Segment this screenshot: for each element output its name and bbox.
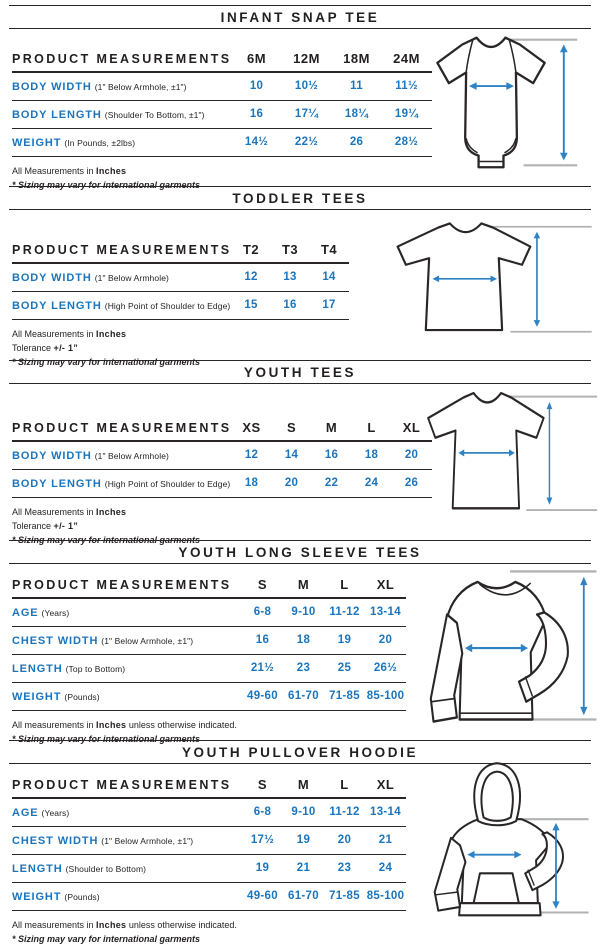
column-header-12m: 12M	[282, 49, 332, 72]
measurement-value: 26	[332, 129, 382, 157]
section-title-band	[9, 540, 591, 564]
tee-illustration-container	[418, 385, 600, 519]
row-label-cell	[12, 292, 232, 320]
measurement-value: 18	[232, 470, 272, 498]
measurement-value: 13	[271, 263, 310, 292]
measurement-value: 16	[271, 292, 310, 320]
measurement-value: 11½	[382, 72, 432, 101]
table-header-label: PRODUCT MEASUREMENTS	[12, 49, 232, 72]
measurement-value: 22	[312, 470, 352, 498]
section-title-band	[9, 360, 591, 384]
table-row	[12, 292, 349, 320]
row-note: (Pounds)	[64, 892, 100, 902]
row-note: (In Pounds, ±2lbs)	[64, 138, 136, 148]
column-header-18m: 18M	[332, 49, 382, 72]
measurement-value: 49-60	[242, 883, 283, 911]
row-note: (Years)	[41, 808, 70, 818]
row-label-cell	[12, 883, 242, 911]
measurement-value: 10½	[282, 72, 332, 101]
measurement-value: 85-100	[365, 683, 406, 711]
measurement-value: 12	[232, 263, 271, 292]
row-label: BODY WIDTH	[12, 450, 92, 462]
row-label: BODY LENGTH	[12, 109, 102, 121]
measurement-value: 16	[232, 101, 282, 129]
measurement-value: 71-85	[324, 883, 365, 911]
section-title: YOUTH TEES	[243, 365, 357, 380]
table-row	[12, 263, 349, 292]
row-note: (Shoulder to Bottom)	[65, 864, 147, 874]
row-label-cell	[12, 683, 242, 711]
measurement-value: 20	[272, 470, 312, 498]
table-header-label: PRODUCT MEASUREMENTS	[12, 775, 242, 798]
row-label-cell	[12, 827, 242, 855]
column-header-t3: T3	[271, 240, 310, 263]
row-label-cell	[12, 627, 242, 655]
measurement-value: 17	[310, 292, 349, 320]
row-label: BODY WIDTH	[12, 81, 92, 93]
row-note: (1" Below Armhole, ±1")	[94, 82, 187, 92]
measurement-value: 11-12	[324, 598, 365, 627]
row-label: CHEST WIDTH	[12, 635, 99, 647]
table-row	[12, 470, 432, 498]
column-header-l: L	[324, 575, 365, 598]
row-label-cell	[12, 598, 242, 627]
table-row	[12, 72, 432, 101]
measurement-value: 9-10	[283, 798, 324, 827]
table-row	[12, 683, 406, 711]
section-infant-snap-tee	[0, 5, 600, 190]
column-header-s: S	[242, 775, 283, 798]
measurement-value: 24	[365, 855, 406, 883]
table-header-row	[12, 775, 406, 798]
row-label-cell	[12, 72, 232, 101]
row-label-cell	[12, 655, 242, 683]
measurement-value: 18	[352, 441, 392, 470]
measurement-value: 6-8	[242, 798, 283, 827]
measurement-value: 10	[232, 72, 282, 101]
measurements-table	[12, 575, 406, 711]
table-header-row	[12, 575, 406, 598]
measurement-value: 13-14	[365, 798, 406, 827]
measurement-value: 19	[283, 827, 324, 855]
measurement-value: 20	[324, 827, 365, 855]
footnote-line: * Sizing may vary for international garments	[12, 535, 201, 545]
measurements-table	[12, 418, 432, 498]
measurement-value: 19	[324, 627, 365, 655]
row-note: (Shoulder To Bottom, ±1")	[104, 110, 205, 120]
footnote-line: All Measurements in Inches	[12, 166, 127, 176]
column-header-s: S	[242, 575, 283, 598]
measurement-value: 18¼	[332, 101, 382, 129]
row-label: AGE	[12, 607, 39, 619]
tee-illustration	[386, 216, 595, 340]
table-row	[12, 827, 406, 855]
hoodie-illustration	[422, 752, 594, 920]
measurement-value: 23	[324, 855, 365, 883]
section-title: YOUTH LONG SLEEVE TEES	[178, 545, 422, 560]
row-label: LENGTH	[12, 863, 63, 875]
table-row	[12, 598, 406, 627]
measurement-value: 26	[392, 470, 432, 498]
table-header-row	[12, 418, 432, 441]
footnotes	[12, 918, 600, 946]
row-note: (1" Below Armhole)	[94, 451, 169, 461]
tee-illustration-container	[386, 216, 595, 340]
row-note: (High Point of Shoulder to Edge)	[104, 301, 231, 311]
measurement-value: 11	[332, 72, 382, 101]
measurement-value: 19	[242, 855, 283, 883]
footnote-line: All measurements in Inches unless otherwise indicated.	[12, 720, 237, 730]
column-header-xl: XL	[365, 775, 406, 798]
tee-illustration	[418, 385, 600, 519]
footnote-line: Tolerance +/- 1”	[12, 343, 79, 353]
table-row	[12, 129, 432, 157]
row-label-cell	[12, 263, 232, 292]
measurement-value: 85-100	[365, 883, 406, 911]
column-header-t4: T4	[310, 240, 349, 263]
table-row	[12, 655, 406, 683]
hoodie-illustration-container	[422, 752, 594, 920]
measurement-value: 23	[283, 655, 324, 683]
section-title-band	[9, 186, 591, 210]
column-header-s: S	[272, 418, 312, 441]
section-title: YOUTH PULLOVER HOODIE	[181, 745, 419, 760]
row-label: WEIGHT	[12, 691, 62, 703]
measurement-value: 61-70	[283, 683, 324, 711]
measurement-value: 13-14	[365, 598, 406, 627]
row-note: (High Point of Shoulder to Edge)	[104, 479, 231, 489]
measurement-value: 26½	[365, 655, 406, 683]
measurements-table	[12, 240, 349, 320]
longsleeve-illustration-container	[420, 562, 600, 730]
column-header-m: M	[283, 575, 324, 598]
table-row	[12, 101, 432, 129]
footnote-line: Tolerance +/- 1”	[12, 521, 79, 531]
row-note: (Top to Bottom)	[65, 664, 126, 674]
row-label: BODY LENGTH	[12, 478, 102, 490]
row-label: WEIGHT	[12, 137, 62, 149]
row-label-cell	[12, 855, 242, 883]
measurement-value: 9-10	[283, 598, 324, 627]
table-header-row	[12, 240, 349, 263]
table-header-label: PRODUCT MEASUREMENTS	[12, 240, 232, 263]
measurement-value: 18	[283, 627, 324, 655]
column-header-xl: XL	[365, 575, 406, 598]
column-header-l: L	[352, 418, 392, 441]
footnote-line: * Sizing may vary for international garments	[12, 934, 201, 944]
measurement-value: 28½	[382, 129, 432, 157]
onesie-illustration	[424, 30, 582, 175]
measurement-value: 6-8	[242, 598, 283, 627]
row-label-cell	[12, 798, 242, 827]
measurement-value: 61-70	[283, 883, 324, 911]
body-length-arrow-icon	[547, 402, 553, 505]
column-header-24m: 24M	[382, 49, 432, 72]
row-label: AGE	[12, 807, 39, 819]
body-length-arrow-icon	[560, 45, 568, 161]
measurement-value: 12	[232, 441, 272, 470]
column-header-m: M	[312, 418, 352, 441]
measurement-value: 21	[365, 827, 406, 855]
row-label-cell	[12, 441, 232, 470]
section-toddler-tees	[0, 186, 600, 367]
row-note: (1" Below Armhole, ±1")	[101, 836, 194, 846]
row-note: (Pounds)	[64, 692, 100, 702]
onesie-illustration-container	[424, 30, 582, 175]
measurement-value: 16	[312, 441, 352, 470]
measurement-value: 15	[232, 292, 271, 320]
column-header-l: L	[324, 775, 365, 798]
measurement-value: 20	[392, 441, 432, 470]
row-note: (1" Below Armhole, ±1")	[101, 636, 194, 646]
section-title: INFANT SNAP TEE	[220, 10, 380, 25]
row-label-cell	[12, 101, 232, 129]
column-header-m: M	[283, 775, 324, 798]
measurement-value: 17½	[242, 827, 283, 855]
table-header-label: PRODUCT MEASUREMENTS	[12, 575, 242, 598]
measurement-value: 17¼	[282, 101, 332, 129]
measurement-value: 14	[272, 441, 312, 470]
table-row	[12, 441, 432, 470]
column-header-xl: XL	[392, 418, 432, 441]
row-label-cell	[12, 129, 232, 157]
table-row	[12, 627, 406, 655]
measurement-value: 49-60	[242, 683, 283, 711]
measurement-value: 21½	[242, 655, 283, 683]
footnote-line: * Sizing may vary for international garments	[12, 180, 201, 190]
measurement-value: 22½	[282, 129, 332, 157]
footnote-line: * Sizing may vary for international garments	[12, 734, 201, 744]
measurement-value: 14½	[232, 129, 282, 157]
measurement-value: 16	[242, 627, 283, 655]
row-label-cell	[12, 470, 232, 498]
body-length-arrow-icon	[580, 577, 587, 716]
measurements-table	[12, 49, 432, 157]
table-header-row	[12, 49, 432, 72]
measurement-value: 21	[283, 855, 324, 883]
table-row	[12, 883, 406, 911]
section-youth-pullover-hoodie	[0, 740, 600, 944]
footnote-line: All measurements in Inches unless otherwise indicated.	[12, 920, 237, 930]
row-label: BODY LENGTH	[12, 300, 102, 312]
table-header-label: PRODUCT MEASUREMENTS	[12, 418, 232, 441]
measurement-value: 24	[352, 470, 392, 498]
table-row	[12, 855, 406, 883]
long-sleeve-tee-illustration	[420, 562, 600, 730]
row-label: WEIGHT	[12, 891, 62, 903]
section-youth-long-sleeve-tees	[0, 540, 600, 744]
footnote-line: All Measurements in Inches	[12, 329, 127, 339]
measurement-value: 11-12	[324, 798, 365, 827]
measurement-value: 25	[324, 655, 365, 683]
footnote-line: All Measurements in Inches	[12, 507, 127, 517]
body-length-arrow-icon	[534, 232, 541, 327]
measurement-value: 71-85	[324, 683, 365, 711]
column-header-xs: XS	[232, 418, 272, 441]
row-note: (Years)	[41, 608, 70, 618]
row-label: CHEST WIDTH	[12, 835, 99, 847]
table-row	[12, 798, 406, 827]
measurements-table	[12, 775, 406, 911]
measurement-value: 19¼	[382, 101, 432, 129]
row-label: BODY WIDTH	[12, 272, 92, 284]
footnote-line: * Sizing may vary for international garments	[12, 357, 201, 367]
row-label: LENGTH	[12, 663, 63, 675]
column-header-6m: 6M	[232, 49, 282, 72]
column-header-t2: T2	[232, 240, 271, 263]
measurement-value: 14	[310, 263, 349, 292]
section-youth-tees	[0, 360, 600, 545]
section-title: TODDLER TEES	[232, 191, 368, 206]
measurement-value: 20	[365, 627, 406, 655]
section-title-band	[9, 5, 591, 29]
row-note: (1" Below Armhole)	[94, 273, 169, 283]
